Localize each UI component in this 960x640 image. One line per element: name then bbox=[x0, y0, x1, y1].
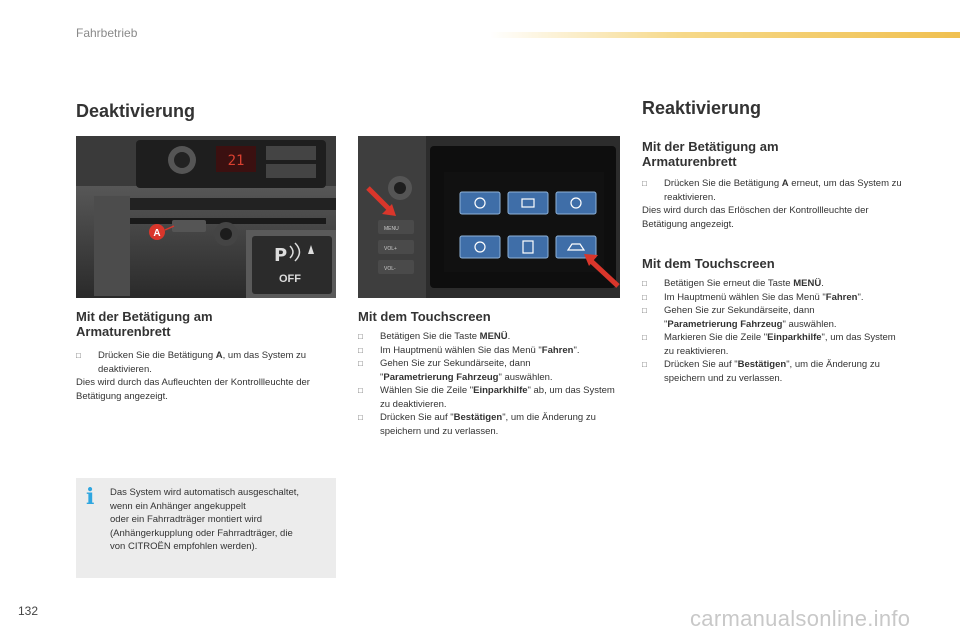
info-text: Das System wird automatisch ausgeschaltet, wenn ein Anhänger angekuppelt oder ein Fahrradträger montiert wird (Anhängerkupplung oder Fahrradträger, die von CITROËN empfohlen werden). bbox=[110, 487, 300, 552]
svg-text:VOL+: VOL+ bbox=[384, 246, 397, 252]
bullet-marker-icon: □ bbox=[358, 359, 363, 368]
dashboard-console-photo bbox=[76, 136, 336, 298]
middle-bullet-1: □ Betätigen Sie die Taste MENÜ. bbox=[358, 331, 511, 342]
touchscreen-photo bbox=[358, 136, 620, 298]
right-bullet-4: □ Markieren Sie die Zeile "Einparkhilfe", um das System zu reaktivieren. bbox=[642, 332, 896, 357]
right-dashboard-bullet-1: □ Drücken Sie die Betätigung A erneut, um das System zu reaktivieren. bbox=[642, 178, 902, 203]
right-dashboard-section bbox=[642, 139, 904, 231]
right-dashboard-subtitle: Mit der Betätigung am Armaturenbrett bbox=[642, 139, 779, 169]
bullet-marker-icon: □ bbox=[358, 413, 363, 422]
off-switch-label: OFF bbox=[279, 273, 301, 285]
svg-text:21: 21 bbox=[227, 153, 245, 169]
watermark: carmanualsonline.info bbox=[690, 606, 911, 631]
bullet-marker-icon: □ bbox=[642, 333, 647, 342]
bullet-marker-icon: □ bbox=[642, 292, 647, 302]
deaktivierung-heading: Deaktivierung bbox=[76, 101, 196, 121]
svg-text:P: P bbox=[274, 245, 288, 266]
bullet-marker-icon: □ bbox=[642, 179, 647, 188]
left-dashboard-bullet-1: □ Drücken Sie die Betätigung A, um das System zu deaktivieren. bbox=[76, 350, 307, 375]
bullet-marker-icon: □ bbox=[642, 360, 647, 369]
left-dashboard-subtitle: Mit der Betätigung am Armaturenbrett bbox=[76, 309, 213, 339]
middle-bullet-4: □ Wählen Sie die Zeile "Einparkhilfe" ab, um das System zu deaktivieren. bbox=[358, 385, 615, 410]
middle-touchscreen-section bbox=[358, 309, 620, 438]
reaktivierung-heading: Reaktivierung bbox=[642, 98, 762, 118]
bullet-marker-icon: □ bbox=[76, 351, 81, 360]
bullet-marker-icon: □ bbox=[642, 279, 647, 288]
middle-bullet-2: □ Im Hauptmenü wählen Sie das Menü "Fahren". bbox=[358, 344, 580, 356]
header-gradient-bar bbox=[490, 32, 960, 38]
info-box bbox=[76, 478, 336, 578]
right-bullet-1: □ Betätigen Sie erneut die Taste MENÜ. bbox=[642, 278, 824, 289]
bullet-marker-icon: □ bbox=[358, 345, 363, 355]
middle-bullet-3: □ Gehen Sie zur Sekundärseite, dann "Parametrierung Fahrzeug" auswählen. bbox=[358, 358, 553, 383]
button-a-label: A bbox=[153, 228, 161, 239]
right-bullet-5: □ Drücken Sie auf "Bestätigen", um die Änderung zu speichern und zu verlassen. bbox=[642, 359, 880, 384]
left-dashboard-section bbox=[76, 309, 336, 403]
info-icon: i bbox=[86, 484, 95, 510]
right-dashboard-paragraph: Dies wird durch das Erlöschen der Kontrollleuchte der Betätigung angezeigt. bbox=[642, 205, 869, 230]
bullet-marker-icon: □ bbox=[642, 306, 647, 315]
bullet-marker-icon: □ bbox=[358, 332, 363, 341]
right-touchscreen-subtitle: Mit dem Touchscreen bbox=[642, 256, 775, 271]
section-label: Fahrbetrieb bbox=[76, 26, 138, 40]
svg-text:MENU: MENU bbox=[384, 226, 399, 232]
middle-touchscreen-subtitle: Mit dem Touchscreen bbox=[358, 309, 491, 324]
right-touchscreen-section bbox=[642, 256, 904, 385]
right-bullet-3: □ Gehen Sie zur Sekundärseite, dann "Parametrierung Fahrzeug" auswählen. bbox=[642, 305, 837, 330]
middle-bullet-5: □ Drücken Sie auf "Bestätigen", um die Änderung zu speichern und zu verlassen. bbox=[358, 412, 596, 437]
left-dashboard-paragraph: Dies wird durch das Aufleuchten der Kontrollleuchte der Betätigung angezeigt. bbox=[76, 377, 310, 402]
right-bullet-2: □ Im Hauptmenü wählen Sie das Menü "Fahren". bbox=[642, 291, 864, 303]
svg-text:VOL-: VOL- bbox=[384, 266, 396, 272]
bullet-marker-icon: □ bbox=[358, 386, 363, 395]
page-number: 132 bbox=[18, 604, 39, 618]
